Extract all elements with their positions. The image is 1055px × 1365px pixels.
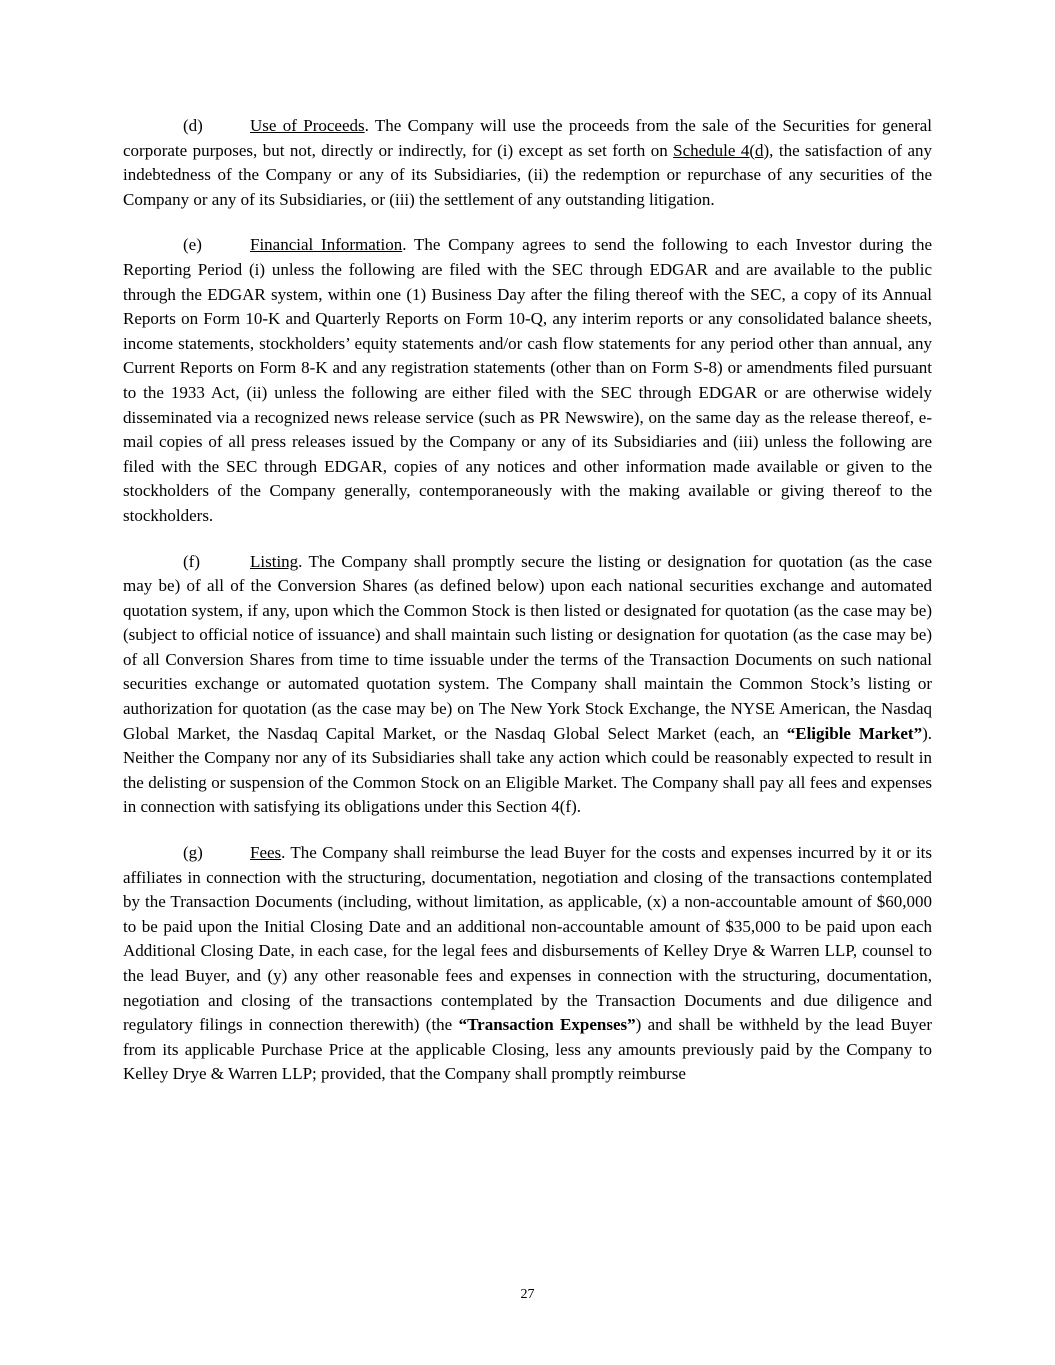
paragraph-f (123, 550, 932, 821)
document-body (123, 114, 932, 1108)
defined-term-heading: Financial Information (250, 235, 403, 255)
defined-term-heading: Listing (250, 551, 299, 571)
defined-term-bold: “Eligible Market” (786, 723, 923, 743)
paragraph-e (123, 233, 932, 528)
paragraph-g (123, 841, 932, 1087)
paragraph-label-g: (g) (183, 843, 203, 863)
defined-term-heading: Fees (250, 843, 282, 863)
defined-term-heading: Schedule 4(d) (673, 140, 770, 160)
page-number: 27 (520, 1287, 535, 1302)
paragraph-label-e: (e) (183, 235, 202, 255)
paragraph-label-d: (d) (183, 116, 203, 135)
body-text: . The Company agrees to send the following to each Investor during the Reporting Period (i) unless the following are filed with the SEC through EDGAR and are available to the public through the EDGAR system, within one (1) Business Day after the filing thereof with the SEC, a copy of its Annual Reports on Form 10-K and Quarterly Reports on Form 10-Q, any interim reports or any consolidated balance sheets, income statements, stockholders’ equity statements and/or cash flow statements for any period other than annual, any Current Reports on Form 8-K and any registration statements (other than on Form S-8) or amendments filed pursuant to the 1933 Act, (ii) unless the following are either filed with the SEC through EDGAR or are otherwise widely disseminated via a recognized news release service (such as PR Newswire), on the same day as the release thereof, e-mail copies of all press releases issued by the Company or any of its Subsidiaries and (iii) unless the following are filed with the SEC through EDGAR, copies of any notices and other information made available or given to the stockholders of the Company generally, contemporaneously with the making available or giving thereof to the stockholders. (123, 235, 932, 525)
defined-term-bold: “Transaction Expenses” (458, 1015, 636, 1035)
body-text: ) and shall be withheld by the lead Buyer from its applicable Purchase Price at the applicable Closing, less any amounts previously paid by the Company to Kelley Drye & Warren LLP; provided, that the Company shall promptly reimburse (123, 1015, 932, 1084)
body-text: . The Company shall promptly secure the listing or designation for quotation (as the case may be) of all of the Conversion Shares (as defined below) upon each national securities exchange and automated quotation system, if any, upon which the Common Stock is then listed or designated for quotation (as the case may be) (subject to official notice of issuance) and shall maintain such listing or designation for quotation (as the case may be) of all Conversion Shares from time to time issuable under the terms of the Transaction Documents on such national securities exchange or automated quotation system. The Company shall maintain the Common Stock’s listing or authorization for quotation (as the case may be) on The New York Stock Exchange, the NYSE American, the Nasdaq Global Market, the Nasdaq Capital Market, or the Nasdaq Global Select Market (each, an (123, 551, 932, 743)
body-text: . The Company will use the proceeds from the sale of the Securities for general corporate purposes, but not, directly or indirectly, for (i) except as set forth on (123, 116, 932, 160)
body-text: , the satisfaction of any indebtedness of the Company or any of its Subsidiaries, (ii) the redemption or repurchase of any securities of the Company or any of its Subsidiaries, or (iii) the settlement of any outstanding litigation. (123, 140, 932, 209)
body-text: ). Neither the Company nor any of its Subsidiaries shall take any action which could be reasonably expected to result in the delisting or suspension of the Common Stock on an Eligible Market. The Company shall pay all fees and expenses in connection with satisfying its obligations under this Section 4(f). (123, 723, 932, 817)
defined-term-heading: Use of Proceeds (250, 116, 365, 135)
paragraph-d (123, 114, 932, 212)
body-text: . The Company shall reimburse the lead Buyer for the costs and expenses incurred by it or its affiliates in connection with the structuring, documentation, negotiation and closing of the transactions contemplated by the Transaction Documents (including, without limitation, as applicable, (x) a non-accountable amount of $60,000 to be paid upon the Initial Closing Date and an additional non-accountable amount of $35,000 to be paid upon each Additional Closing Date, in each case, for the legal fees and disbursements of Kelley Drye & Warren LLP, counsel to the lead Buyer, and (y) any other reasonable fees and expenses in connection with the structuring, documentation, negotiation and closing of the transactions contemplated by the Transaction Documents and due diligence and regulatory filings in connection therewith) (the (123, 843, 932, 1035)
paragraph-label-f: (f) (183, 551, 200, 571)
